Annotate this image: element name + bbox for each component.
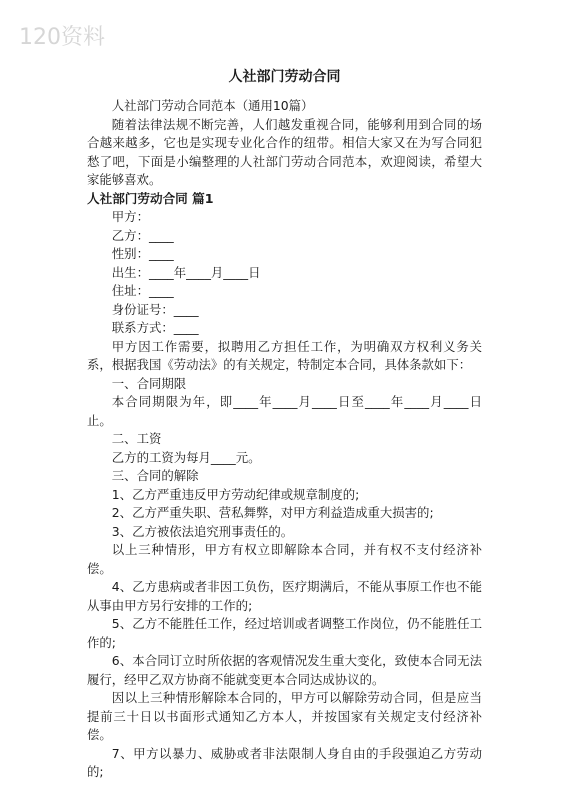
document-title: 人社部门劳动合同 bbox=[228, 69, 341, 85]
paragraph: 身份证号：____ bbox=[111, 301, 199, 317]
paragraph: 二、工资 bbox=[111, 431, 162, 446]
paragraph: 性别：____ bbox=[111, 246, 174, 261]
paragraph: 联系方式：____ bbox=[111, 320, 199, 335]
paragraph: 4、乙方患病或者非因工负伤，医疗期满后，不能从事原工作也不能从事由甲方另行安排的工作的; bbox=[87, 579, 482, 613]
paragraph: 三、合同的解除 bbox=[111, 468, 199, 483]
paragraph: 5、乙方不能胜任工作，经过培训或者调整工作岗位，仍不能胜任工作的; bbox=[87, 616, 482, 650]
paragraph: 随着法律法规不断完善，人们越发重视合同，能够利用到合同的场合越来越多，它也是实现专业化合作的纽带。相信大家又在为写合同犯愁了吧，下面是小编整理的人社部门劳动合同范本，欢迎阅读，希望大家能够喜欢。 bbox=[87, 116, 482, 187]
paragraph: 本合同期限为年，即____年____月____日至____年____月____日止。 bbox=[87, 394, 482, 428]
paragraph: 因以上三种情形解除本合同的，甲方可以解除劳动合同，但是应当提前三十日以书面形式通知乙方本人，并按国家有关规定支付经济补偿。 bbox=[87, 690, 482, 742]
document-body bbox=[87, 97, 482, 782]
paragraph: 1、乙方严重违反甲方劳动纪律或规章制度的; bbox=[111, 486, 360, 502]
document-page bbox=[87, 68, 482, 782]
paragraph: 出生：____年____月____日 bbox=[111, 264, 261, 280]
paragraph: 乙方：____ bbox=[111, 227, 174, 243]
paragraph: 2、乙方严重失职、营私舞弊，对甲方利益造成重大损害的; bbox=[111, 505, 434, 520]
paragraph: 住址：____ bbox=[111, 283, 174, 298]
paragraph: 3、乙方被依法追究刑事责任的。 bbox=[111, 523, 294, 539]
paragraph: 7、甲方以暴力、威胁或者非法限制人身自由的手段强迫乙方劳动的; bbox=[87, 745, 482, 779]
section-heading: 人社部门劳动合同 篇1 bbox=[87, 190, 214, 206]
paragraph: 乙方的工资为每月____元。 bbox=[111, 449, 261, 465]
paragraph: 以上三种情形，甲方有权立即解除本合同，并有权不支付经济补偿。 bbox=[87, 542, 482, 576]
paragraph: 人社部门劳动合同范本（通用10篇） bbox=[111, 98, 314, 113]
watermark: 120资料 bbox=[19, 25, 105, 50]
paragraph: 一、合同期限 bbox=[111, 375, 187, 391]
paragraph: 6、本合同订立时所依据的客观情况发生重大变化，致使本合同无法履行，经甲乙双方协商不能就变更本合同达成协议的。 bbox=[87, 653, 482, 687]
paragraph: 甲方因工作需要，拟聘用乙方担任工作，为明确双方权利义务关系，根据我国《劳动法》的有关规定，特制定本合同，具体条款如下： bbox=[87, 338, 482, 372]
paragraph: 甲方： bbox=[111, 209, 149, 224]
